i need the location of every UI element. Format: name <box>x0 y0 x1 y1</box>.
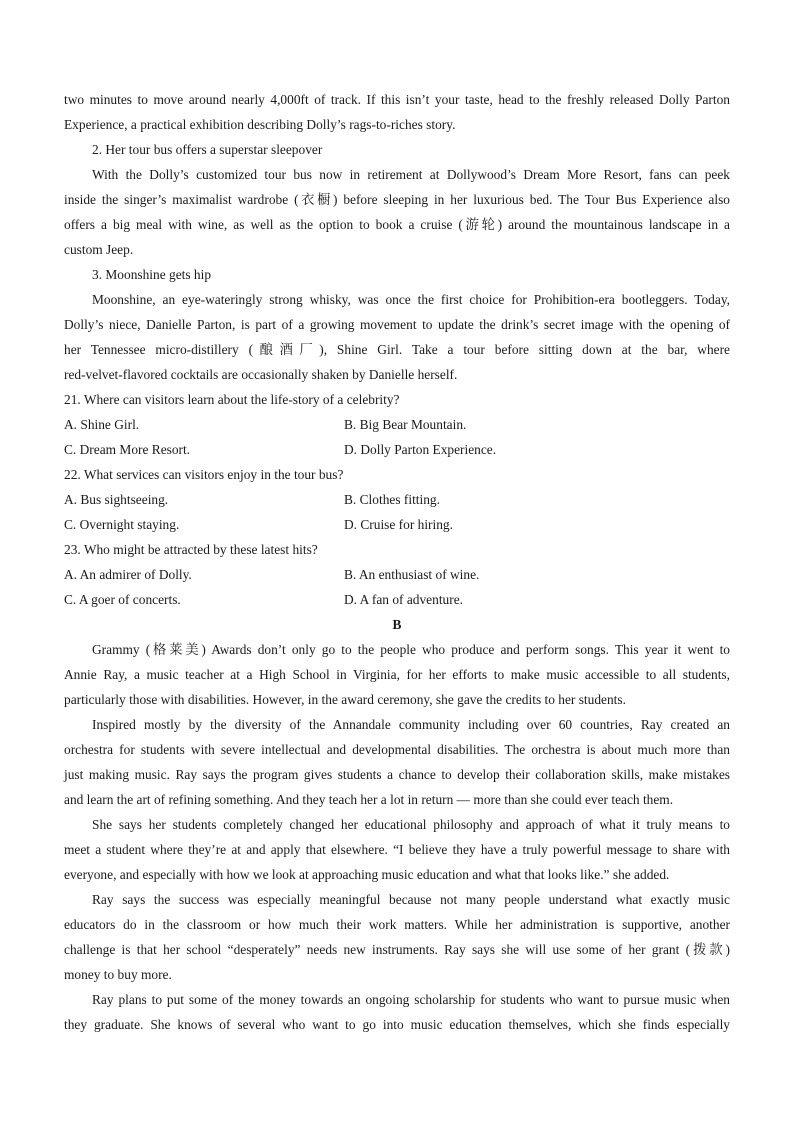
text-line: challenge is that her school “desperately” needs new instruments. Ray says she will use some of her grant (拨款) <box>64 942 730 957</box>
option-b: B. Clothes fitting. <box>344 492 440 507</box>
option-a: A. Shine Girl. <box>64 417 140 432</box>
question-stem: 23. Who might be attracted by these latest hits? <box>64 542 318 557</box>
text-line: Experience, a practical exhibition describing Dolly’s rags-to-riches story. <box>64 117 456 132</box>
text-line: Moonshine, an eye-wateringly strong whisky, was once the first choice for Prohibition-era bootleggers. Today, <box>92 292 730 307</box>
text-line: money to buy more. <box>64 967 172 982</box>
text-line: red-velvet-flavored cocktails are occasionally shaken by Danielle herself. <box>64 367 458 382</box>
option-a: A. Bus sightseeing. <box>64 492 169 507</box>
text-line: Dolly’s niece, Danielle Parton, is part of a growing movement to update the drink’s secret image with the opening of <box>64 317 730 332</box>
option-a: A. An admirer of Dolly. <box>64 567 192 582</box>
option-d: D. Dolly Parton Experience. <box>344 442 497 457</box>
option-d: D. Cruise for hiring. <box>344 517 453 532</box>
text-line: they graduate. She knows of several who want to go into music education themselves, which she finds especially <box>64 1017 730 1032</box>
question-stem: 22. What services can visitors enjoy in the tour bus? <box>64 467 344 482</box>
text-line: everyone, and especially with how we look at approaching music education and what that looks like.” she added. <box>64 867 670 882</box>
text-line: Annie Ray, a music teacher at a High School in Virginia, for her efforts to make music accessible to all students, <box>64 667 730 682</box>
text-line: Inspired mostly by the diversity of the Annandale community including over 60 countries, Ray created an <box>92 717 730 732</box>
option-row <box>64 562 730 587</box>
section-heading: 3. Moonshine gets hip <box>92 267 212 282</box>
text-line: Grammy (格莱美) Awards don’t only go to the people who produce and perform songs. This year it went to <box>92 642 730 657</box>
option-c: C. Overnight staying. <box>64 517 180 532</box>
text-line: two minutes to move around nearly 4,000ft of track. If this isn’t your taste, head to the freshly released Dolly Parton <box>64 92 730 107</box>
passage-title: B <box>392 617 402 632</box>
text-line: just making music. Ray says the program gives students a chance to develop their collaboration skills, make mistakes <box>64 767 730 782</box>
option-c: C. A goer of concerts. <box>64 592 181 607</box>
option-row <box>64 587 730 612</box>
document-body <box>64 87 730 1037</box>
text-line: Ray plans to put some of the money towards an ongoing scholarship for students who want to pursue music when <box>92 992 730 1007</box>
text-line: and learn the art of refining something. And they teach her a lot in return — more than she could ever teach them. <box>64 792 674 807</box>
option-b: B. An enthusiast of wine. <box>344 567 480 582</box>
text-line: her Tennessee micro-distillery (酿酒厂), Shine Girl. Take a tour before sitting down at the bar, where <box>64 342 730 357</box>
text-line: With the Dolly’s customized tour bus now in retirement at Dollywood’s Dream More Resort, fans can peek <box>92 167 730 182</box>
option-row <box>64 512 730 537</box>
option-d: D. A fan of adventure. <box>344 592 463 607</box>
option-c: C. Dream More Resort. <box>64 442 191 457</box>
option-row <box>64 487 730 512</box>
text-line: particularly those with disabilities. However, in the award ceremony, she gave the credits to her students. <box>64 692 626 707</box>
text-line: orchestra for students with severe intellectual and developmental disabilities. The orchestra is about much more than <box>64 742 730 757</box>
section-heading: 2. Her tour bus offers a superstar sleepover <box>92 142 323 157</box>
text-line: educators do in the classroom or how much their work matters. While her administration is supportive, another <box>64 917 730 932</box>
question-stem: 21. Where can visitors learn about the life-story of a celebrity? <box>64 392 400 407</box>
option-row <box>64 412 730 437</box>
option-b: B. Big Bear Mountain. <box>344 417 467 432</box>
text-line: inside the singer’s maximalist wardrobe (衣橱) before sleeping in her luxurious bed. The Tour Bus Experience also <box>64 192 730 207</box>
option-row <box>64 437 730 462</box>
text-line: custom Jeep. <box>64 242 134 257</box>
text-line: Ray says the success was especially meaningful because not many people understand what exactly music <box>92 892 730 907</box>
text-line: She says her students completely changed her educational philosophy and approach of what it truly means to <box>92 817 730 832</box>
text-line: meet a student where they’re at and apply that elsewhere. “I believe they have a truly powerful message to share with <box>64 842 730 857</box>
text-line: offers a big meal with wine, as well as the option to book a cruise (游轮) around the mountainous landscape in a <box>64 217 730 232</box>
